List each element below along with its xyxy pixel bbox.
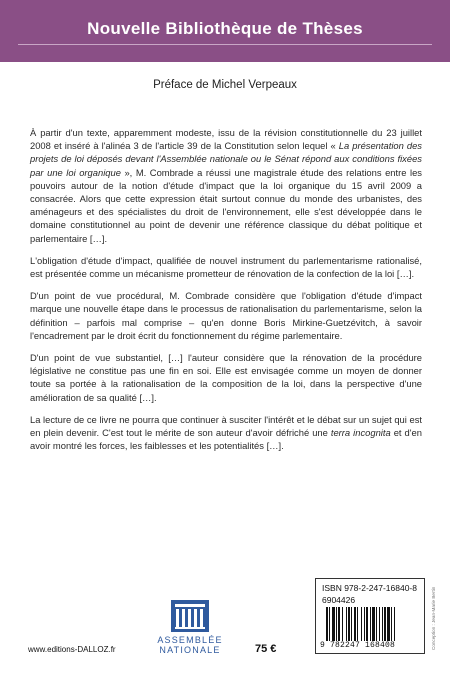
publisher-website[interactable]: www.editions-DALLOZ.fr [28,645,116,654]
italic-text: La présentation des projets de loi déposés devant l'Assemblée nationale ou le Sénat répond aux conditions fixées par une loi organique [30,140,422,178]
barcode-bar [364,607,365,641]
text-run: L'obligation d'étude d'impact, qualifiée de nouvel instrument du parlementarisme rationalisé, est présentée comme un mécanisme prometteur de rénovation de la confection de la loi […]. [30,254,422,280]
barcode-bar [354,607,356,641]
barcode-bar [326,607,328,641]
barcode [326,607,418,641]
barcode-bar [338,607,340,641]
barcode-bar [379,607,380,641]
barcode-bar [384,607,386,641]
barcode-bar [342,607,343,641]
barcode-bar [382,607,383,641]
barcode-bar [391,607,392,641]
barcode-bar [376,607,377,641]
paragraph [30,126,422,245]
barcode-bar [370,607,371,641]
barcode-digits: 9 782247 168408 [320,641,396,650]
barcode-bar [372,607,375,641]
barcode-bar [394,607,395,641]
paragraph [30,254,422,280]
barcode-box [315,578,425,654]
paragraph [30,351,422,404]
series-title: Nouvelle Bibliothèque de Thèses [87,19,363,38]
barcode-bar [336,607,337,641]
barcode-bar [357,607,358,641]
price: 75 € [255,643,277,655]
italic-text: terra incognita [330,427,391,439]
text-run: et d'en avoir montré les forces, les faiblesses et les potentialités […]. [30,427,422,452]
barcode-bar [346,607,347,641]
barcode-bar [332,607,335,641]
barcode-bar [329,607,330,641]
design-credit: Conception : Jean-Marie Bertin [431,586,436,650]
paragraph [30,413,422,453]
paragraph [30,289,422,342]
text-run: D'un point de vue substantiel, […] l'auteur considère que la rénovation de la procédure législative ne constitue pas une fin en soi. Elle est envisagée comme un moyen de donner toute sa portée à la rationalisation de la composition de la loi, dans la perspective d'une amélioration de sa qualité […]. [30,352,422,403]
barcode-bar [387,607,390,641]
preface-title: Préface de Michel Verpeaux [153,79,297,91]
text-run: », M. Combrade a réussi une magistrale étude des relations entre les pouvoirs autour de la notion d'étude d'impact que la loi organique du 15 avril 2009 a consacrée. Alors que cette expression était surtout connue du monde des urbanistes, des aménageurs et des spécialistes du droit de l'environnement, elle s'est développée dans le domaine constitutionnel au point de devenir une référence classique du débat politique et parlementaire […]. [30,166,422,244]
barcode-bar [366,607,368,641]
band-divider [18,44,432,45]
product-code: 6904426 [322,595,356,605]
back-cover-text [30,126,422,461]
barcode-bar [361,607,362,641]
text-run: À partir d'un texte, apparemment modeste, issu de la révision constitutionnelle du 23 juillet 2008 et inséré à l'alinéa 3 de l'article 39 de la Constitution selon lequel « [30,127,422,152]
logo-line-2: NATIONALE [159,645,221,655]
logo-line-1: ASSEMBLÉE [157,635,223,645]
barcode-bar [348,607,350,641]
barcode-bar [351,607,352,641]
text-run: D'un point de vue procédural, M. Combrade considère que l'obligation d'étude d'impact marque une nouvelle étape dans le processus de rationalisation du parlementarisme, selon la définition – parfois mal comprise – qu'en donne Boris Mirkine-Guetzévitch, à savoir l'encadrement par le droit écrit du fonctionnement du régime parlementaire. [30,290,422,341]
series-band [0,0,450,62]
logo-text [146,635,234,655]
isbn: ISBN 978-2-247-16840-8 [322,583,417,593]
text-run: La lecture de ce livre ne pourra que continuer à susciter l'intérêt et le débat sur un sujet qui est en plein devenir. C'est tout le mérite de son auteur d'avoir défriché une [30,413,422,439]
